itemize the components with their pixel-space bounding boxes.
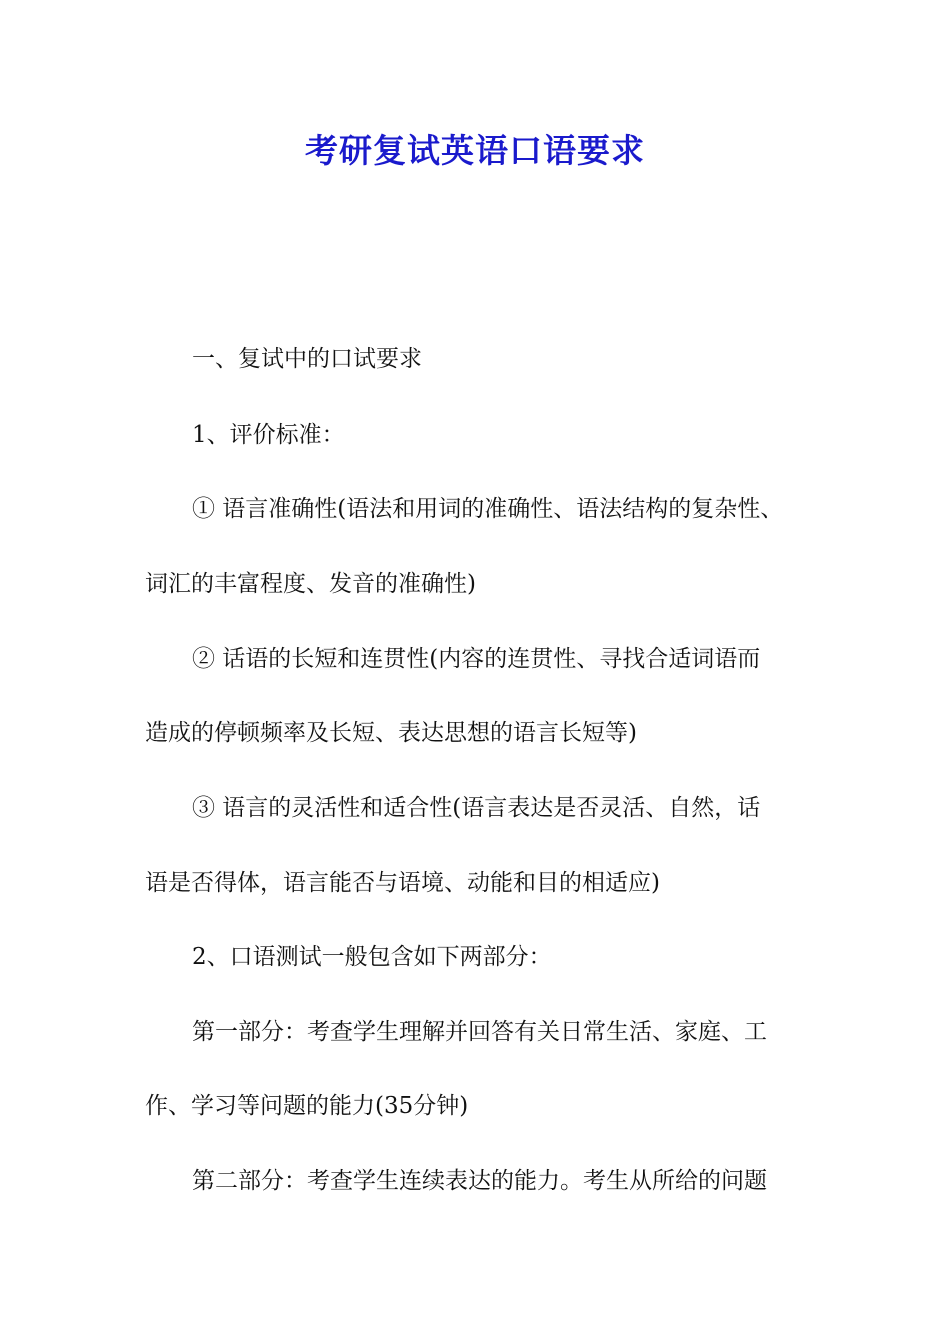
criterion-2-line-1: ② 话语的长短和连贯性(内容的连贯性、寻找合适词语而 <box>192 646 761 672</box>
part-2-line-1: 第二部分：考查学生连续表达的能力。考生从所给的问题 <box>192 1168 767 1194</box>
criterion-1-line-2: 词汇的丰富程度、发音的准确性) <box>145 571 476 597</box>
criterion-1-line-1: ① 语言准确性(语法和用词的准确性、语法结构的复杂性、 <box>192 496 784 522</box>
document-title: 考研复试英语口语要求 <box>305 131 645 170</box>
subheading-test-parts: 2、口语测试一般包含如下两部分： <box>192 944 552 970</box>
subheading-evaluation-criteria: 1、评价标准： <box>192 422 345 448</box>
criterion-2-line-2: 造成的停顿频率及长短、表达思想的语言长短等) <box>145 720 637 746</box>
section-heading-oral-exam: 一、复试中的口试要求 <box>192 346 422 372</box>
criterion-3-line-1: ③ 语言的灵活性和适合性(语言表达是否灵活、自然，话 <box>192 795 761 821</box>
criterion-3-line-2: 语是否得体，语言能否与语境、动能和目的相适应) <box>145 870 660 896</box>
part-1-line-2: 作、学习等问题的能力(35分钟) <box>145 1093 469 1119</box>
part-1-line-1: 第一部分：考查学生理解并回答有关日常生活、家庭、工 <box>192 1019 767 1045</box>
